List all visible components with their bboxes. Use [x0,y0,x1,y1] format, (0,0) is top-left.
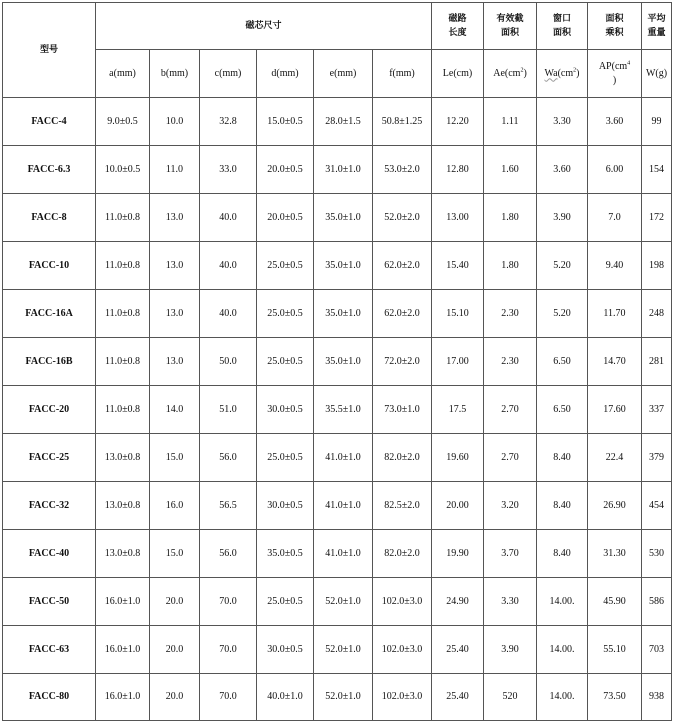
cell-d: 25.0±0.5 [257,338,314,386]
cell-a: 11.0±0.8 [96,242,150,290]
col-e-header: e(mm) [314,50,373,98]
cell-f: 62.0±2.0 [373,290,432,338]
cell-ae: 3.70 [484,530,537,578]
model-cell: FACC-25 [3,434,96,482]
cell-e: 52.0±1.0 [314,674,373,721]
table-row [3,626,672,674]
cell-e: 35.0±1.0 [314,194,373,242]
cell-c: 70.0 [200,578,257,626]
cell-ap: 45.90 [588,578,642,626]
cell-e: 52.0±1.0 [314,578,373,626]
table-row [3,242,672,290]
cell-w: 337 [642,386,672,434]
table-row [3,194,672,242]
cell-e: 35.0±1.0 [314,242,373,290]
cell-b: 13.0 [150,194,200,242]
cell-ap: 55.10 [588,626,642,674]
cell-w: 248 [642,290,672,338]
cell-e: 28.0±1.5 [314,98,373,146]
cell-ap: 26.90 [588,482,642,530]
cell-a: 16.0±1.0 [96,578,150,626]
col-w-header: W(g) [642,50,672,98]
cell-a: 13.0±0.8 [96,530,150,578]
model-cell: FACC-16A [3,290,96,338]
table-row [3,674,672,721]
cell-d: 30.0±0.5 [257,626,314,674]
table-row [3,482,672,530]
cell-ap: 14.70 [588,338,642,386]
cell-b: 15.0 [150,434,200,482]
cell-a: 11.0±0.8 [96,386,150,434]
table-row [3,386,672,434]
cell-d: 20.0±0.5 [257,194,314,242]
cell-f: 102.0±3.0 [373,626,432,674]
cell-a: 13.0±0.8 [96,434,150,482]
cell-b: 20.0 [150,674,200,721]
cell-w: 172 [642,194,672,242]
cell-f: 73.0±1.0 [373,386,432,434]
cell-wa: 6.50 [537,386,588,434]
cell-ae: 3.20 [484,482,537,530]
col-f-header: f(mm) [373,50,432,98]
cell-le: 24.90 [432,578,484,626]
cell-le: 15.10 [432,290,484,338]
cell-w: 938 [642,674,672,721]
cell-d: 40.0±1.0 [257,674,314,721]
cell-ae: 3.90 [484,626,537,674]
cell-w: 379 [642,434,672,482]
effective-area-header: 有效截 面积 [484,3,537,50]
cell-d: 25.0±0.5 [257,290,314,338]
cell-le: 12.20 [432,98,484,146]
cell-c: 32.8 [200,98,257,146]
table-row [3,146,672,194]
cell-f: 102.0±3.0 [373,578,432,626]
cell-b: 14.0 [150,386,200,434]
cell-c: 33.0 [200,146,257,194]
path-length-header: 磁路 长度 [432,3,484,50]
cell-c: 56.0 [200,530,257,578]
cell-f: 53.0±2.0 [373,146,432,194]
cell-le: 15.40 [432,242,484,290]
cell-wa: 8.40 [537,434,588,482]
cell-b: 11.0 [150,146,200,194]
table-row [3,98,672,146]
cell-ae: 520 [484,674,537,721]
cell-c: 56.5 [200,482,257,530]
header-row-top [3,3,672,50]
cell-w: 99 [642,98,672,146]
model-cell: FACC-10 [3,242,96,290]
area-product-header: 面积 乘积 [588,3,642,50]
cell-w: 530 [642,530,672,578]
cell-d: 20.0±0.5 [257,146,314,194]
cell-f: 82.0±2.0 [373,434,432,482]
cell-e: 52.0±1.0 [314,626,373,674]
model-cell: FACC-32 [3,482,96,530]
model-header: 型号 [3,3,96,98]
cell-ae: 2.70 [484,434,537,482]
cell-b: 13.0 [150,338,200,386]
cell-ae: 1.80 [484,242,537,290]
cell-le: 17.5 [432,386,484,434]
cell-d: 15.0±0.5 [257,98,314,146]
cell-a: 16.0±1.0 [96,626,150,674]
cell-f: 72.0±2.0 [373,338,432,386]
cell-c: 70.0 [200,674,257,721]
cell-b: 20.0 [150,578,200,626]
cell-c: 40.0 [200,194,257,242]
col-le-header: Le(cm) [432,50,484,98]
cell-ap: 3.60 [588,98,642,146]
cell-b: 15.0 [150,530,200,578]
cell-ap: 11.70 [588,290,642,338]
table-row [3,578,672,626]
cell-f: 50.8±1.25 [373,98,432,146]
col-b-header: b(mm) [150,50,200,98]
cell-b: 13.0 [150,290,200,338]
cell-a: 16.0±1.0 [96,674,150,721]
cell-ap: 73.50 [588,674,642,721]
cell-wa: 14.00. [537,674,588,721]
average-weight-header: 平均 重量 [642,3,672,50]
table-row [3,434,672,482]
cell-ap: 9.40 [588,242,642,290]
cell-a: 11.0±0.8 [96,290,150,338]
model-cell: FACC-6.3 [3,146,96,194]
cell-e: 31.0±1.0 [314,146,373,194]
cell-e: 41.0±1.0 [314,482,373,530]
cell-d: 30.0±0.5 [257,386,314,434]
table-row [3,290,672,338]
cell-wa: 3.90 [537,194,588,242]
cell-f: 82.0±2.0 [373,530,432,578]
cell-d: 25.0±0.5 [257,578,314,626]
cell-ap: 17.60 [588,386,642,434]
cell-w: 281 [642,338,672,386]
cell-le: 19.60 [432,434,484,482]
cell-ae: 1.11 [484,98,537,146]
cell-w: 454 [642,482,672,530]
cell-ae: 2.70 [484,386,537,434]
cell-le: 17.00 [432,338,484,386]
cell-ae: 3.30 [484,578,537,626]
window-area-header: 窗口 面积 [537,3,588,50]
cell-a: 10.0±0.5 [96,146,150,194]
cell-le: 25.40 [432,674,484,721]
cell-e: 41.0±1.0 [314,530,373,578]
cell-le: 25.40 [432,626,484,674]
cell-ae: 2.30 [484,290,537,338]
cell-wa: 3.60 [537,146,588,194]
cell-wa: 5.20 [537,242,588,290]
cell-c: 50.0 [200,338,257,386]
model-cell: FACC-4 [3,98,96,146]
cell-d: 35.0±0.5 [257,530,314,578]
cell-c: 70.0 [200,626,257,674]
table-row [3,530,672,578]
cell-w: 154 [642,146,672,194]
cell-a: 11.0±0.8 [96,194,150,242]
cell-c: 56.0 [200,434,257,482]
cell-wa: 3.30 [537,98,588,146]
cell-wa: 5.20 [537,290,588,338]
model-cell: FACC-80 [3,674,96,721]
cell-e: 35.0±1.0 [314,338,373,386]
cell-wa: 14.00. [537,578,588,626]
cell-le: 19.90 [432,530,484,578]
cell-le: 20.00 [432,482,484,530]
model-cell: FACC-50 [3,578,96,626]
cell-c: 51.0 [200,386,257,434]
cell-wa: 8.40 [537,530,588,578]
cell-a: 9.0±0.5 [96,98,150,146]
model-cell: FACC-63 [3,626,96,674]
cell-w: 703 [642,626,672,674]
cell-ap: 6.00 [588,146,642,194]
cell-a: 11.0±0.8 [96,338,150,386]
cell-ap: 31.30 [588,530,642,578]
cell-ae: 1.60 [484,146,537,194]
cell-b: 16.0 [150,482,200,530]
cell-c: 40.0 [200,242,257,290]
cell-wa: 6.50 [537,338,588,386]
table-row [3,338,672,386]
cell-d: 25.0±0.5 [257,242,314,290]
cell-a: 13.0±0.8 [96,482,150,530]
cell-f: 82.5±2.0 [373,482,432,530]
cell-w: 198 [642,242,672,290]
cell-w: 586 [642,578,672,626]
cell-b: 20.0 [150,626,200,674]
cell-b: 10.0 [150,98,200,146]
cell-le: 12.80 [432,146,484,194]
cell-ae: 1.80 [484,194,537,242]
model-cell: FACC-20 [3,386,96,434]
cell-f: 52.0±2.0 [373,194,432,242]
cell-b: 13.0 [150,242,200,290]
cell-e: 41.0±1.0 [314,434,373,482]
cell-e: 35.5±1.0 [314,386,373,434]
col-a-header: a(mm) [96,50,150,98]
cell-ae: 2.30 [484,338,537,386]
col-wa-header: $Wa(cm^2)$ [537,50,588,98]
cell-d: 30.0±0.5 [257,482,314,530]
cell-le: 13.00 [432,194,484,242]
model-cell: FACC-40 [3,530,96,578]
cell-f: 102.0±3.0 [373,674,432,721]
model-cell: FACC-8 [3,194,96,242]
cell-e: 35.0±1.0 [314,290,373,338]
col-c-header: c(mm) [200,50,257,98]
col-d-header: d(mm) [257,50,314,98]
header-row-units [3,50,672,98]
cell-ap: 22.4 [588,434,642,482]
cell-d: 25.0±0.5 [257,434,314,482]
col-ae-header: $Ae(cm^2)$ [484,50,537,98]
cell-wa: 8.40 [537,482,588,530]
cell-ap: 7.0 [588,194,642,242]
cell-c: 40.0 [200,290,257,338]
cell-f: 62.0±2.0 [373,242,432,290]
core-spec-table [2,2,672,721]
core-size-header: 磁芯尺寸 [96,3,432,50]
model-cell: FACC-16B [3,338,96,386]
col-ap-header: $AP(cm^4$ ) [588,50,642,98]
cell-wa: 14.00. [537,626,588,674]
